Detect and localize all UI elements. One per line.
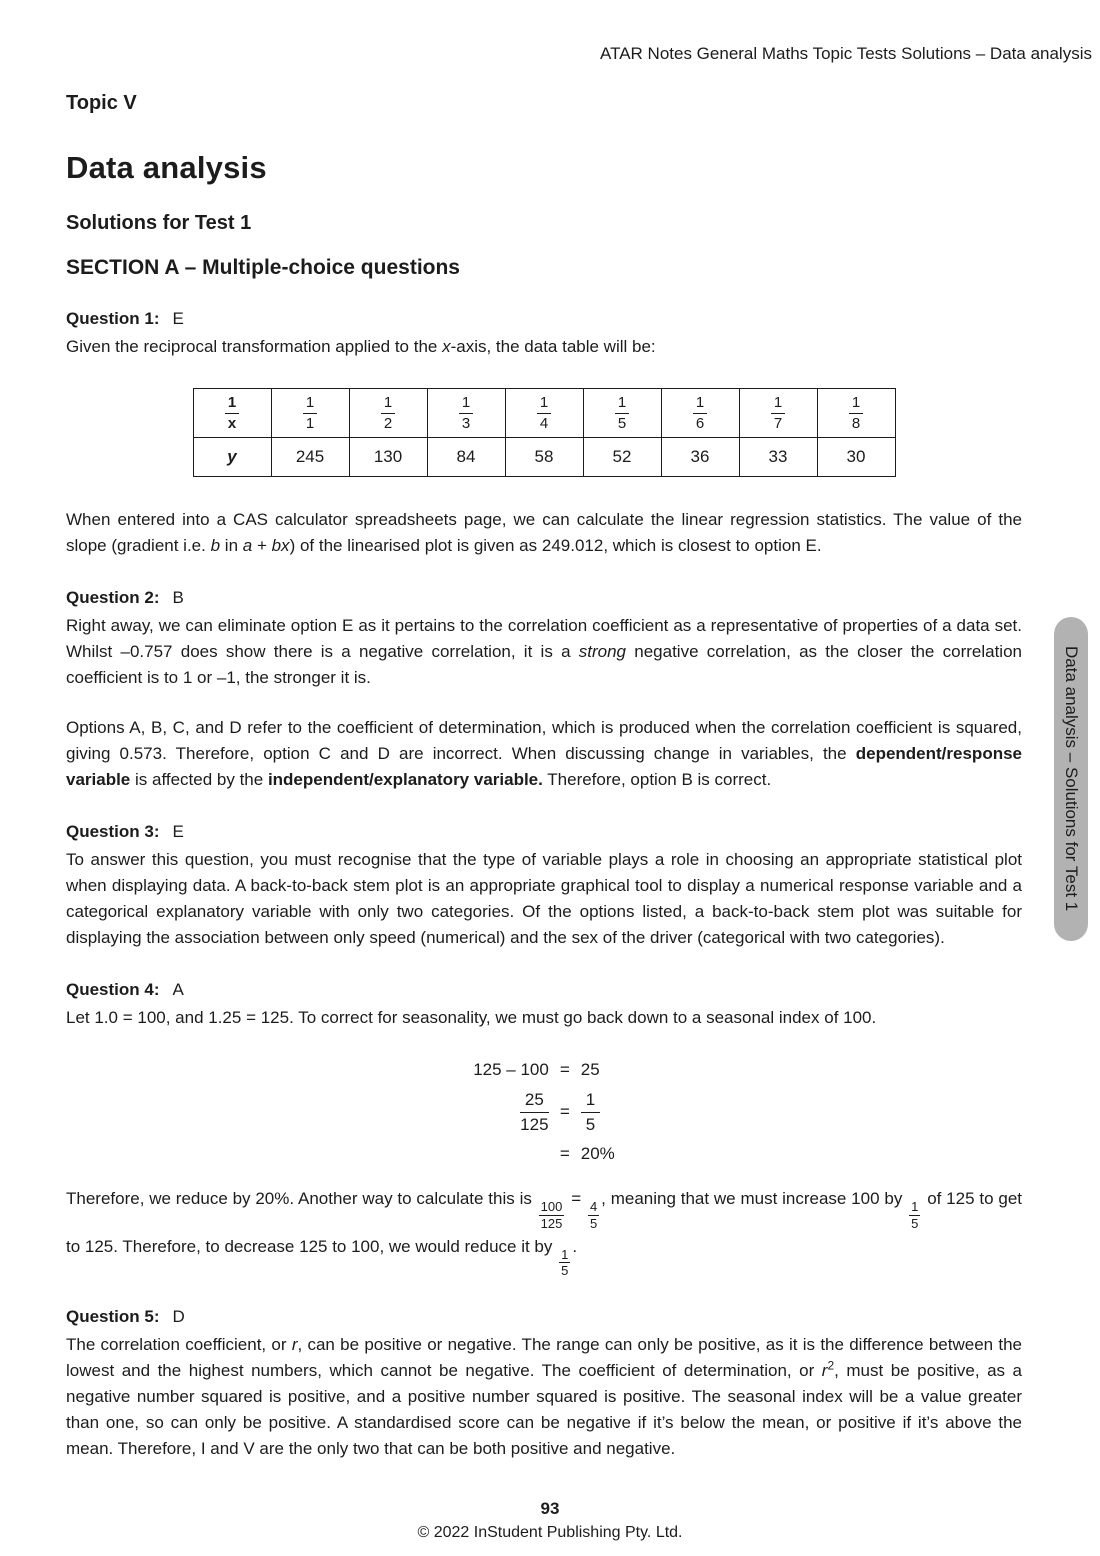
question-2-answer: B (172, 588, 184, 607)
question-3-label: Question 3: (66, 822, 160, 841)
equation-rhs (575, 1085, 615, 1139)
question-3-paragraph: To answer this question, you must recognise that the type of variable plays a role in choosing an appropriate statistical plot when displaying data. A back-to-back stem plot is an appropriate graphical tool to display a numerical response variable and a categorical explanatory variable with only two categories. Of the options listed, a back-to-back stem plot was suitable for displaying the association between only speed (numerical) and the sex of the driver (categorical with two categories). (66, 850, 1022, 947)
question-3-answer: E (172, 822, 184, 841)
text-run: Therefore, we reduce by 20%. Another way to calculate this is (66, 1189, 537, 1209)
fraction: $\frac{1}{3}$ (459, 394, 473, 432)
fraction: $\frac{1}{5}$ (615, 394, 629, 432)
equation-lhs (473, 1139, 555, 1169)
text-run: When entered into a CAS calculator spreadsheets page, we can calculate the linear regression statistics. The value of the slope (gradient i.e. (66, 510, 1022, 555)
text-run: + (252, 536, 272, 555)
equals-sign: = (559, 1144, 570, 1164)
fraction: $\frac{25}{125}$ (520, 1090, 549, 1134)
math-variable: x (442, 337, 451, 356)
worked-equations (473, 1055, 615, 1169)
fraction: $\frac{4}{5}$ (589, 1199, 598, 1231)
equation-row (473, 1139, 615, 1169)
math-variable: bx (271, 536, 290, 555)
table-cell (193, 389, 271, 438)
equals-sign: = (559, 1102, 570, 1122)
subtitle: Solutions for Test 1 (66, 212, 252, 234)
text-run: Given the reciprocal transformation applied to the (66, 337, 443, 356)
question-1-label: Question 1: (66, 309, 160, 328)
page-content (66, 0, 1022, 1462)
text-run: negative correlation, as the closer the correlation coefficient is to 1 or –1, the stronger it is. (66, 642, 1022, 687)
topic-label: Topic V (66, 92, 137, 114)
question-4-explanation (66, 1183, 1022, 1278)
text-run: , must be positive, as a negative number squared is positive, and a positive number squared is positive. The seasonal index will be a value greater than one, so can only be positive. A standardised score can be negative if it’s below the mean, or positive if it’s above the mean. Therefore, I and V are the only two that can be both positive and negative. (66, 1360, 1022, 1458)
question-2-label: Question 2: (66, 588, 160, 607)
question-1-answer: E (172, 309, 184, 328)
table-cell: 36 (661, 438, 739, 477)
section-heading: SECTION A – Multiple-choice questions (66, 256, 460, 279)
text-run: -axis, the data table will be: (450, 337, 656, 356)
question-4-label: Question 4: (66, 980, 160, 999)
bold-term: independent/explanatory variable. (267, 770, 543, 789)
table-value-row (193, 438, 895, 477)
text-run: The correlation coefficient, or (66, 1334, 292, 1354)
text-run: . (572, 1236, 578, 1256)
page-number: 93 (540, 1499, 560, 1518)
fraction: $\frac{100}{125}$ (540, 1199, 563, 1231)
text-run: , can be positive or negative. The range can only be positive, as it is the difference between the lowest and the highest numbers, which cannot be negative. The coefficient of determination, or (66, 1334, 1023, 1380)
equation-rhs: 25 (580, 1060, 600, 1079)
question-3-heading (66, 819, 1022, 845)
question-5-heading (66, 1304, 1022, 1330)
question-5-paragraph (66, 1332, 1022, 1462)
question-2-heading (66, 585, 1022, 611)
math-variable: a (242, 536, 253, 555)
fraction: $\frac{1}{6}$ (693, 394, 707, 432)
bold-term: dependent/response variable (66, 744, 1022, 789)
text-run: Right away, we can eliminate option E as it pertains to the correlation coefficient as a representative of properties of a data set. Whilst –0.757 does show there is a negative correlation, it is a (66, 616, 1022, 661)
text-run: Options A, B, C, and D refer to the coefficient of determination, which is produced when the correlation coefficient is squared, giving 0.573. Therefore, option C and D are incorrect. When discussing change in variables, the (66, 718, 1022, 763)
copyright-line: © 2022 InStudent Publishing Pty. Ltd. (417, 1524, 683, 1541)
equals-sign: = (559, 1060, 570, 1079)
fraction: $\frac{1}{5}$ (581, 1090, 600, 1134)
question-5-answer: D (172, 1306, 185, 1326)
question-2-paragraph-2 (66, 715, 1022, 793)
table-cell: 52 (583, 438, 661, 477)
fraction: $\frac{1}{2}$ (381, 394, 395, 432)
text-run: ) of the linearised plot is given as 249.012, which is closest to option E. (289, 536, 822, 555)
reciprocal-data-table (193, 388, 896, 477)
table-cell: 245 (271, 438, 349, 477)
text-run: in (220, 536, 243, 555)
question-2-paragraph-1 (66, 613, 1022, 691)
table-cell (427, 389, 505, 438)
text-run: is affected by the (130, 770, 268, 789)
fraction: $\frac{1}{1}$ (303, 394, 317, 432)
question-5-label: Question 5: (66, 1306, 160, 1326)
fraction: $\frac{1}{8}$ (849, 394, 863, 432)
table-cell (661, 389, 739, 438)
table-header-row (193, 389, 895, 438)
text-run: Therefore, option B is correct. (542, 770, 772, 789)
row-label: y (193, 438, 271, 477)
question-1-heading (66, 306, 1022, 332)
table-cell: 58 (505, 438, 583, 477)
side-tab-label: Data analysis – Solutions for Test 1 (1062, 646, 1081, 912)
fraction: $\frac{1}{5}$ (561, 1246, 569, 1279)
text-run: , meaning that we must increase 100 by (601, 1189, 908, 1209)
table-cell: 84 (427, 438, 505, 477)
page-title: Data analysis (66, 150, 267, 185)
emphasis-text: strong (578, 642, 627, 661)
question-4-answer: A (172, 980, 184, 999)
table-cell (583, 389, 661, 438)
table-cell (505, 389, 583, 438)
table-cell: 130 (349, 438, 427, 477)
question-4-heading (66, 977, 1022, 1003)
equation-row (473, 1055, 615, 1085)
running-header: ATAR Notes General Maths Topic Tests Solutions – Data analysis (600, 44, 1092, 63)
page-footer (0, 1499, 1100, 1542)
fraction: $\frac{1}{5}$ (911, 1199, 919, 1231)
table-cell (739, 389, 817, 438)
text-run: of 125 to get to 125. Therefore, to decrease 125 to 100, we would reduce it by (66, 1189, 1022, 1256)
math-variable: b (210, 536, 221, 555)
equation-row (473, 1085, 615, 1139)
side-tab (1054, 617, 1088, 941)
fraction: $\frac{1}{4}$ (537, 394, 551, 432)
equation-lhs (473, 1085, 555, 1139)
superscript: 2 (827, 1358, 835, 1373)
equation-lhs: 125 – 100 (473, 1060, 549, 1079)
text-run: = (566, 1189, 586, 1209)
fraction: $\frac{1}{7}$ (771, 394, 785, 432)
question-4-intro: Let 1.0 = 100, and 1.25 = 125. To correct for seasonality, we must go back down to a seasonal index of 100. (66, 1008, 877, 1027)
math-variable: r (291, 1334, 298, 1354)
fraction: $\frac{1}{x}$ (225, 394, 239, 432)
question-1-intro (66, 334, 1022, 360)
question-1-explanation (66, 507, 1022, 559)
table-cell: 30 (817, 438, 895, 477)
math-variable: r (821, 1360, 828, 1380)
table-cell: 33 (739, 438, 817, 477)
equation-rhs: 20% (580, 1144, 615, 1164)
table-cell (817, 389, 895, 438)
table-cell (349, 389, 427, 438)
table-cell (271, 389, 349, 438)
